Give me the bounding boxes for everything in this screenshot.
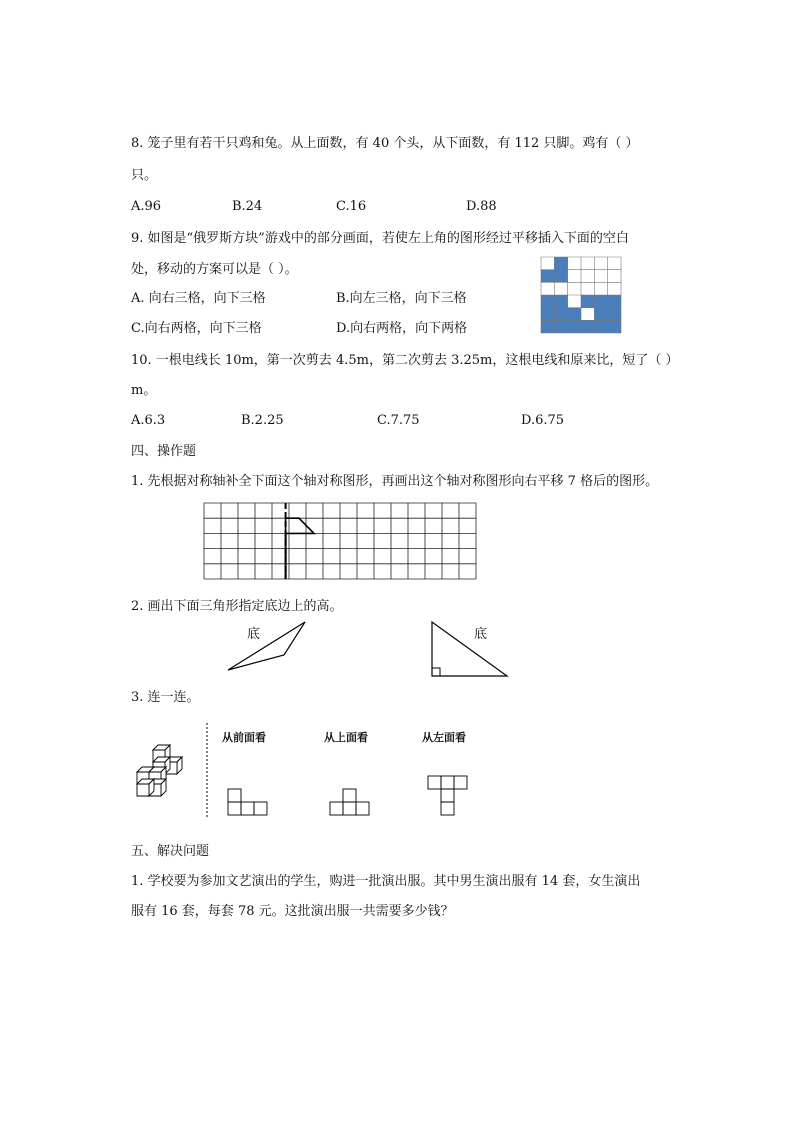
section5-p1-line2: 服有 16 套，每套 78 元。这批演出服一共需要多少钱？ (131, 904, 454, 919)
grid-lines (204, 503, 476, 579)
q8-line2: 只。 (131, 168, 158, 183)
section5-p1-line1: 1. 学校要为参加文艺演出的学生，购进一批演出服。其中男生演出服有 14 套，女生演出 (131, 874, 641, 889)
symmetry-grid (204, 503, 476, 579)
q10-option-b: B.2.25 (241, 413, 284, 428)
tetris-figure (541, 257, 621, 333)
section4-p2: 2. 画出下面三角形指定底边上的高。 (131, 599, 343, 614)
base-label-1: 底 (247, 627, 261, 642)
triangle-obtuse (226, 620, 308, 672)
base-label-2: 底 (474, 627, 488, 642)
q9-line1: 9. 如图是“俄罗斯方块”游戏中的部分画面，若使左上角的图形经过平移插入下面的空白 (131, 231, 629, 246)
q8-option-c: C.16 (336, 199, 367, 214)
dotted-divider (205, 723, 209, 818)
view-left-label: 从左面看 (422, 731, 466, 744)
q9-line2: 处，移动的方案可以是（ ）。 (131, 262, 298, 277)
view-left-shape (427, 775, 469, 817)
view-top-label: 从上面看 (324, 731, 368, 744)
half-shape (286, 518, 314, 533)
q9-option-a: A. 向右三格，向下三格 (131, 291, 266, 306)
view-front-shape (227, 788, 269, 816)
view-top-shape (329, 788, 371, 816)
triangle-right (431, 620, 509, 678)
q10-line1: 10. 一根电线长 10m，第一次剪去 4.5m，第二次剪去 3.25m，这根电线和原来比，短了（ ） (131, 353, 679, 368)
q8-line1: 8. 笼子里有若干只鸡和兔。从上面数，有 40 个头，从下面数，有 112 只脚。鸡有（ ） (131, 136, 639, 151)
q10-line2: m。 (131, 383, 157, 398)
cube-stack (135, 742, 187, 798)
q10-option-d: D.6.75 (521, 413, 565, 428)
q9-option-d: D.向右两格，向下两格 (336, 321, 468, 336)
q8-option-b: B.24 (232, 199, 263, 214)
section4-title: 四、操作题 (131, 444, 197, 459)
section5-title: 五、解决问题 (131, 844, 210, 859)
q9-option-b: B.向左三格，向下三格 (336, 291, 467, 306)
section4-p3: 3. 连一连。 (131, 690, 200, 705)
q10-option-c: C.7.75 (377, 413, 420, 428)
section4-p1: 1. 先根据对称轴补全下面这个轴对称图形，再画出这个轴对称图形向右平移 7 格后的图形。 (131, 474, 659, 489)
view-front-label: 从前面看 (222, 731, 266, 744)
q8-option-d: D.88 (466, 199, 497, 214)
q9-option-c: C.向右两格，向下三格 (131, 321, 262, 336)
q8-option-a: A.96 (131, 199, 162, 214)
q10-option-a: A.6.3 (131, 413, 166, 428)
